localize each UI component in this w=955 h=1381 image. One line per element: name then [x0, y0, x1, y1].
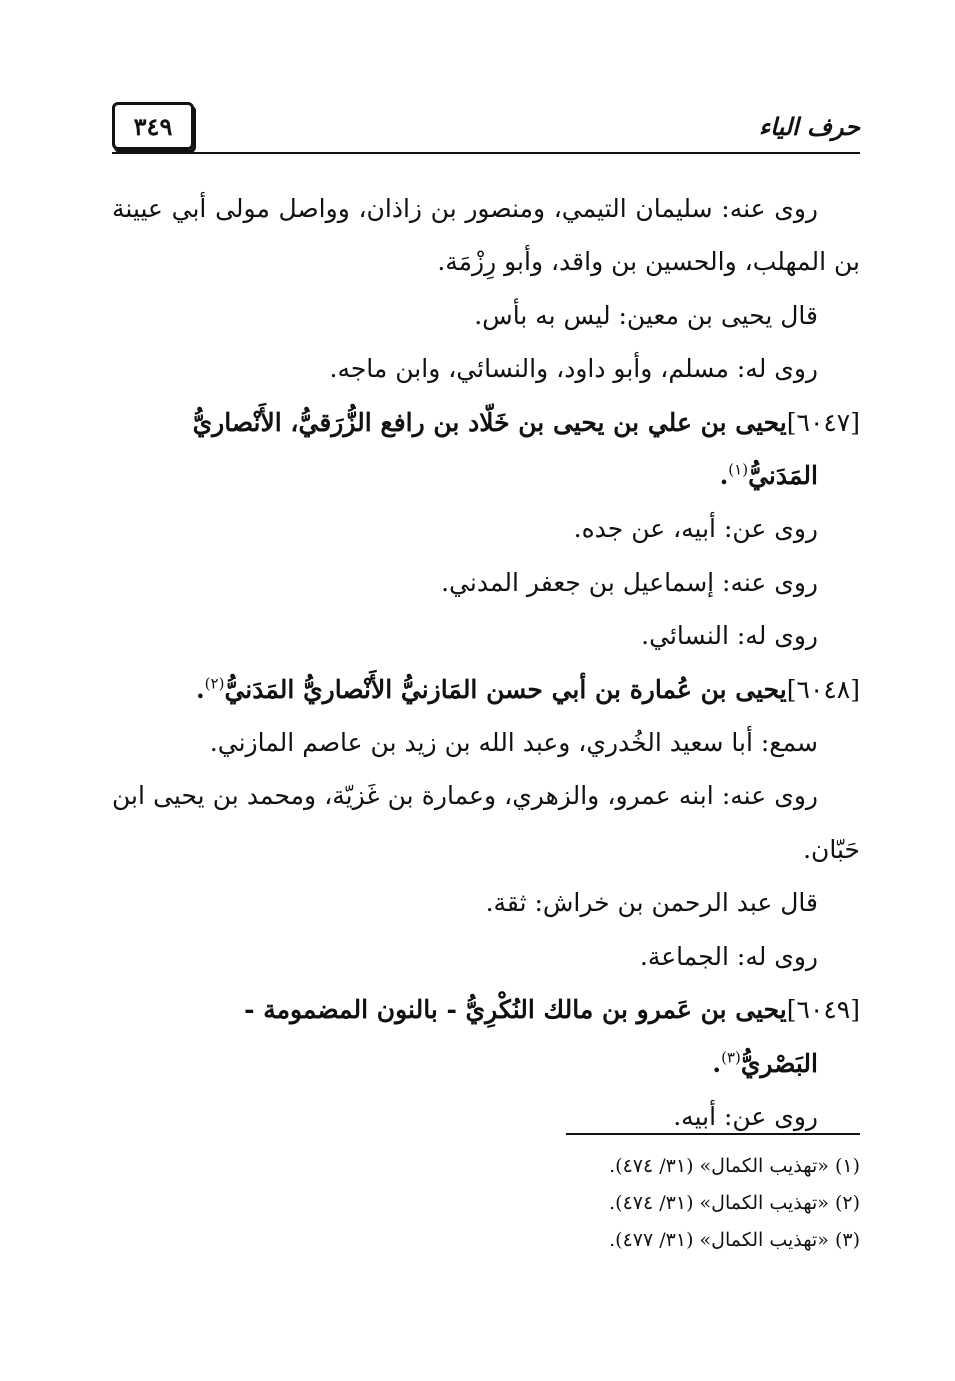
footnote: (٣) «تهذيب الكمال» (٣١/ ٤٧٧). [609, 1229, 860, 1251]
paragraph-narrators: روى عنه: سليمان التيمي، ومنصور بن زاذان، وواصل مولى أبي عيينة بن المهلب، والحسين بن واقد، وأبو رِزْمَة. [112, 194, 860, 277]
entry-heading-6048 [112, 663, 860, 716]
entry-name: يحيى بن علي بن يحيى بن خَلّاد بن رافع الزُّرَقيُّ، الأَنْصاريُّ [192, 407, 787, 437]
footnote: (١) «تهذيب الكمال» (٣١/ ٤٧٤). [609, 1155, 860, 1177]
page-header [112, 98, 860, 158]
page-number: ٣٤٩ [133, 111, 173, 141]
entry-heading-6047 [112, 396, 860, 503]
paragraph-ibn-main-opinion: قال يحيى بن معين: ليس به بأس. [474, 300, 818, 330]
footnotes [112, 1148, 860, 1259]
entry-number: [٦٠٤٩] [786, 995, 860, 1025]
footnote-rule [566, 1133, 860, 1135]
entry-line: روى عنه: ابنه عمرو، والزهري، وعمارة بن غَزيّة، ومحمد بن يحيى ابن حَبّان. [112, 781, 860, 864]
footnote-ref[interactable]: (٢) [204, 674, 225, 693]
footnote-ref[interactable]: (٣) [721, 1048, 741, 1067]
entry-line: روى عن: أبيه. [673, 1101, 818, 1131]
entry-end: . [195, 674, 205, 704]
entry-line: قال عبد الرحمن بن خراش: ثقة. [485, 888, 818, 918]
entry-end: . [712, 1048, 722, 1078]
entry-line: روى عنه: إسماعيل بن جعفر المدني. [441, 567, 818, 597]
running-title: حرف الياء [758, 112, 860, 141]
page-number-box [112, 102, 194, 150]
footnote: (٢) «تهذيب الكمال» (٣١/ ٤٧٤). [609, 1192, 860, 1214]
entry-number: [٦٠٤٨] [786, 674, 860, 704]
header-rule [112, 152, 860, 154]
entry-line: روى له: النسائي. [641, 621, 818, 651]
entry-name-continued: المَدَنيُّ [748, 461, 818, 491]
footnote-ref[interactable]: (١) [728, 460, 749, 479]
entry-number: [٦٠٤٧] [786, 407, 860, 437]
entry-line: روى له: الجماعة. [639, 941, 818, 971]
entry-name-continued: البَصْريُّ [740, 1048, 818, 1078]
paragraph-narrated-by: روى له: مسلم، وأبو داود، والنسائي، وابن ماجه. [329, 354, 818, 384]
entry-end: . [719, 461, 729, 491]
entry-line: سمع: أبا سعيد الخُدري، وعبد الله بن زيد بن عاصم المازني. [209, 728, 818, 758]
entry-name: يحيى بن عَمرو بن مالك النُكْرِيُّ - بالنون المضمومة - [244, 995, 787, 1025]
entry-heading-6049 [112, 983, 860, 1090]
entry-line: روى عن: أبيه، عن جده. [573, 514, 818, 544]
body-text [112, 182, 860, 1143]
entry-name: يحيى بن عُمارة بن أبي حسن المَازنيُّ الأَنْصاريُّ المَدَنيُّ [224, 674, 787, 704]
